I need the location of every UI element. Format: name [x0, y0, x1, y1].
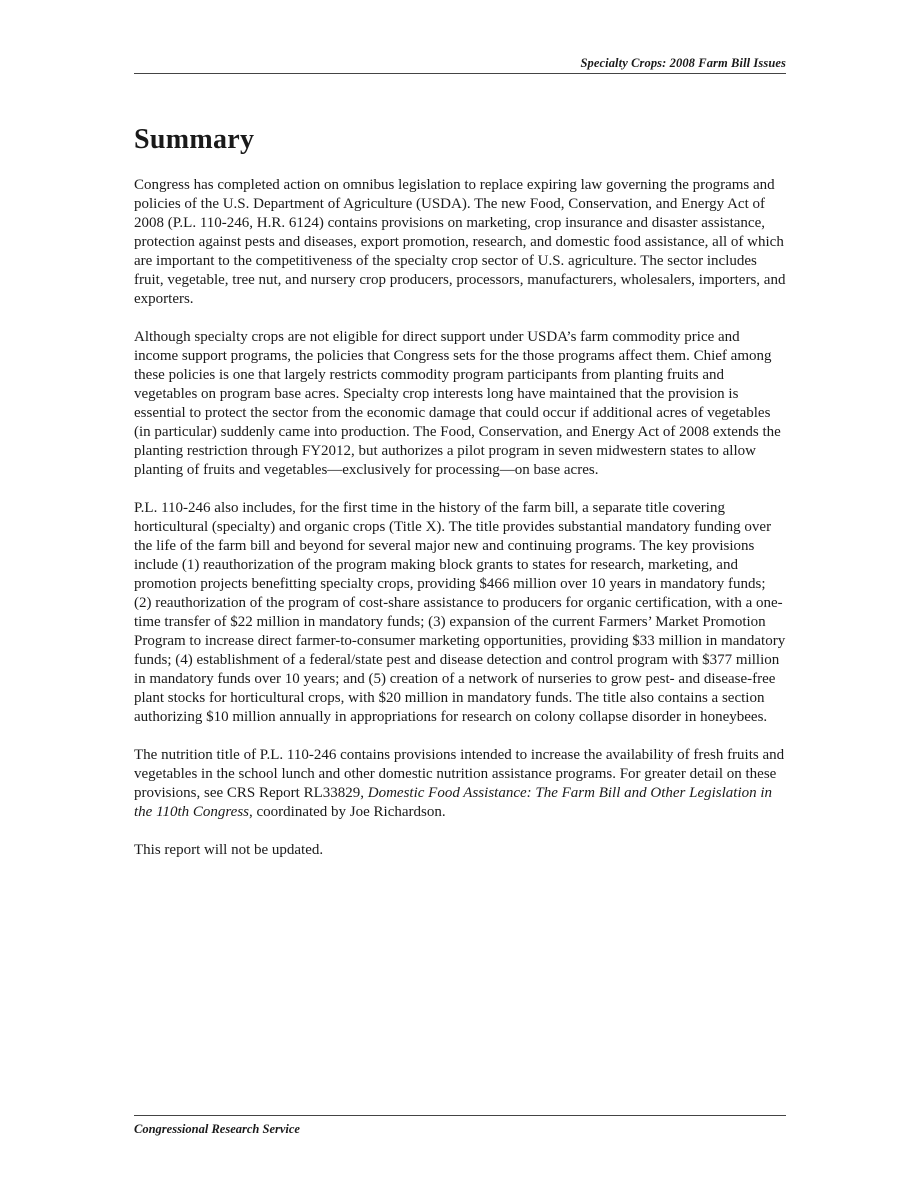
- running-header: Specialty Crops: 2008 Farm Bill Issues: [580, 56, 786, 70]
- paragraph-planting-restriction: Although specialty crops are not eligible for direct support under USDA’s farm commodity price and income support programs, the policies that Congress sets for the those programs affect them. Chief among these policies is one that largely restricts commodity program participants from planting fruits and vegetables on program base acres. Specialty crop interests long have maintained that the provision is essential to protect the sector from the economic damage that could occur if additional acres of vegetables (in particular) suddenly came into production. The Food, Conservation, and Energy Act of 2008 extends the planting restriction through FY2012, but authorizes a pilot program in seven midwestern states to allow planting of fruits and vegetables—exclusively for processing—on base acres.: [134, 329, 781, 478]
- summary-body: [134, 176, 786, 879]
- footer-rule: [134, 1115, 786, 1116]
- paragraph-nutrition: [134, 746, 786, 822]
- running-footer: Congressional Research Service: [134, 1122, 300, 1136]
- nutrition-tail-text: , coordinated by Joe Richardson.: [249, 804, 446, 820]
- crs-report-title: Domestic Food Assistance: The Farm Bill and Other Legislation in the 110th Congress: [134, 785, 773, 820]
- paragraph-overview: Congress has completed action on omnibus legislation to replace expiring law governing the programs and policies of the U.S. Department of Agriculture (USDA). The new Food, Conservation, and Energy Act of 2008 (P.L. 110-246, H.R. 6124) contains provisions on marketing, crop insurance and disaster assistance, protection against pests and diseases, export promotion, research, and domestic food assistance, all of which are important to the competitiveness of the specialty crop sector of U.S. agriculture. The sector includes fruit, vegetable, tree nut, and nursery crop producers, processors, manufacturers, wholesalers, importers, and exporters.: [134, 177, 786, 307]
- nutrition-lead-text: The nutrition title of P.L. 110-246 contains provisions intended to increase the availability of fresh fruits and vegetables in the school lunch and other domestic nutrition assistance programs. For greater detail on these provisions, see CRS Report RL33829,: [134, 747, 785, 801]
- header-rule: [134, 73, 786, 74]
- paragraph-title-x: P.L. 110-246 also includes, for the first time in the history of the farm bill, a separate title covering horticultural (specialty) and organic crops (Title X). The title provides substantial mandatory funding over the life of the farm bill and beyond for several major new and continuing programs. The key provisions include (1) reauthorization of the program making block grants to states for research, marketing, and promotion projects benefitting specialty crops, providing $466 million over 10 years in mandatory funds; (2) reauthorization of the program of cost-share assistance to producers for organic certification, with a one-time transfer of $22 million in mandatory funds; (3) expansion of the current Farmers’ Market Promotion Program to increase direct farmer-to-consumer marketing opportunities, providing $33 million in mandatory funds; (4) establishment of a federal/state pest and disease detection and control program with $377 million in mandatory funds over 10 years; and (5) creation of a network of nurseries to grow pest- and disease-free plant stocks for horticultural crops, with $20 million in mandatory funds. The title also contains a section authorizing $10 million annually in appropriations for research on colony collapse disorder in honeybees.: [134, 500, 786, 725]
- paragraph-update-note: This report will not be updated.: [134, 842, 324, 858]
- page-title: Summary: [134, 124, 255, 155]
